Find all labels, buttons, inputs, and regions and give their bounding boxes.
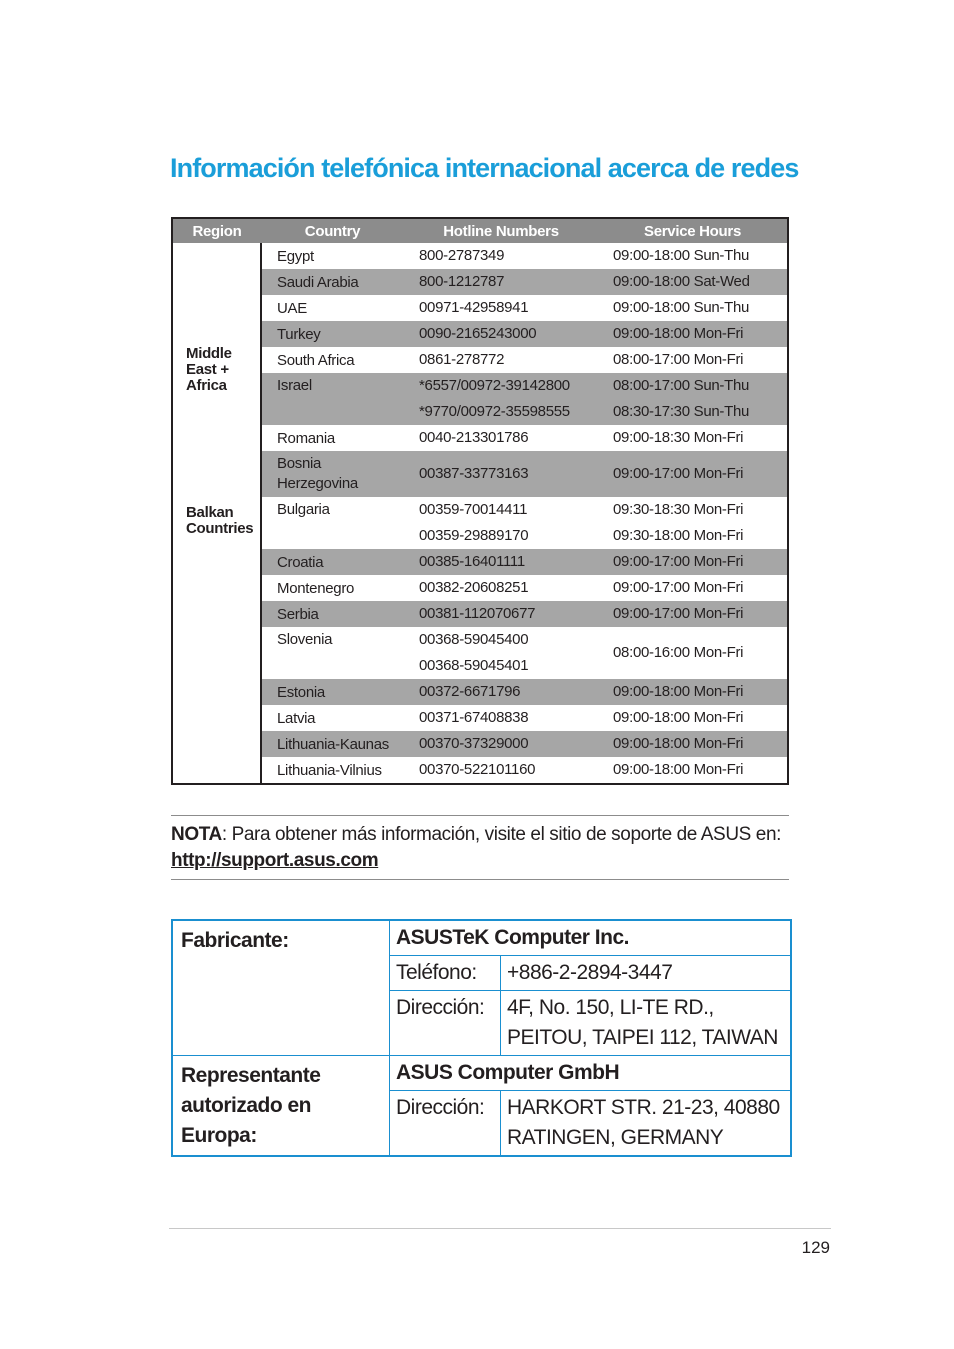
service-hours-cell (598, 295, 788, 321)
hotline-cell (404, 373, 598, 425)
hotline-number: 00971-42958941 (419, 299, 529, 316)
table-row (172, 601, 788, 627)
country-cell: Latvia (277, 709, 316, 727)
service-hours-cell (598, 373, 788, 425)
hotline-number: 00387-33773163 (419, 465, 529, 482)
table-row (172, 373, 788, 425)
service-hours-cell (598, 731, 788, 757)
header-hotline-numbers: Hotline Numbers (404, 218, 598, 243)
manufacturer-table (171, 919, 792, 1157)
hotline-cell (404, 295, 598, 321)
service-hours-cell (598, 627, 788, 679)
hotline-table-header (172, 218, 788, 243)
phone-value: +886-2-2894-3447 (501, 956, 792, 991)
service-hours: 09:00-17:00 Mon-Fri (613, 553, 744, 570)
service-hours: 09:00-17:00 Mon-Fri (613, 605, 744, 622)
hotline-number: 00372-6671796 (419, 683, 521, 700)
country-cell: UAE (277, 299, 307, 317)
country-cell: Lithuania-Kaunas (261, 731, 404, 757)
hotline-cell (404, 425, 598, 451)
footer-rule (169, 1228, 831, 1229)
hotline-cell (404, 451, 598, 497)
service-hours: 09:00-18:00 Sun-Thu (613, 247, 750, 264)
note-text: : Para obtener más información, visite el sitio de soporte de ASUS en: (221, 824, 782, 845)
header-service-hours: Service Hours (598, 218, 788, 243)
hotline-table-body (172, 243, 788, 784)
service-hours: 09:00-18:00 Mon-Fri (613, 735, 744, 752)
hotline-number: 00370-522101160 (419, 761, 536, 778)
hotline-number: 00370-37329000 (419, 735, 529, 752)
hotline-number: 0040-213301786 (419, 429, 529, 446)
country-cell: Estonia (261, 679, 404, 705)
hotline-table (171, 217, 789, 785)
service-hours-cell (598, 497, 788, 549)
hotline-number: 00359-70014411 (419, 501, 528, 518)
table-row (172, 679, 788, 705)
hotline-cell (404, 627, 598, 679)
service-hours-cell (598, 425, 788, 451)
hotline-cell (404, 269, 598, 295)
service-hours-cell (598, 269, 788, 295)
hotline-cell (404, 243, 598, 269)
table-row (172, 451, 788, 497)
hotline-number: 00359-29889170 (419, 527, 529, 544)
hotline-cell (404, 347, 598, 373)
table-row (172, 731, 788, 757)
service-hours: 08:00-16:00 Mon-Fri (613, 644, 744, 661)
country-cell: Lithuania-Vilnius (277, 761, 382, 779)
country-cell: Romania (277, 429, 335, 447)
country-cell: Saudi Arabia (261, 269, 404, 295)
country-cell: Serbia (261, 601, 404, 627)
service-hours: 09:00-18:00 Sun-Thu (613, 299, 750, 316)
table-row (172, 757, 788, 784)
note-top-rule (171, 815, 789, 816)
service-hours: 08:30-17:30 Sun-Thu (613, 403, 750, 420)
table-row (172, 321, 788, 347)
table-row (172, 497, 788, 549)
support-link[interactable]: http://support.asus.com (171, 850, 379, 871)
country-cell: Turkey (261, 321, 404, 347)
note (171, 822, 791, 874)
service-hours: 09:00-18:30 Mon-Fri (613, 429, 744, 446)
manufacturer-label: Fabricante: (172, 920, 390, 1056)
hotline-number: 00368-59045400 (419, 631, 529, 648)
hotline-cell (404, 575, 598, 601)
representative-address-label: Dirección: (390, 1091, 501, 1157)
table-row (172, 269, 788, 295)
service-hours-cell (598, 243, 788, 269)
country-cell: Montenegro (277, 579, 355, 597)
service-hours-cell (598, 705, 788, 731)
table-row (172, 347, 788, 373)
note-bottom-rule (171, 879, 789, 880)
hotline-number: 00381-112070677 (419, 605, 536, 622)
hotline-cell (404, 731, 598, 757)
representative-address-value: HARKORT STR. 21-23, 40880 RATINGEN, GERMANY (501, 1091, 792, 1157)
hotline-cell (404, 679, 598, 705)
hotline-number: 0090-2165243000 (419, 325, 537, 342)
hotline-number: 00382-20608251 (419, 579, 529, 596)
country-cell: Bosnia Herzegovina (261, 451, 404, 497)
table-row (172, 295, 788, 321)
table-row (172, 705, 788, 731)
table-row (172, 575, 788, 601)
service-hours-cell (598, 601, 788, 627)
hotline-number: 800-2787349 (419, 247, 505, 264)
hotline-cell (404, 321, 598, 347)
hotline-cell (404, 601, 598, 627)
note-label: NOTA (171, 824, 222, 845)
table-row (172, 243, 788, 269)
address-label: Dirección: (390, 991, 501, 1056)
header-region: Region (172, 218, 261, 243)
hotline-number: *9770/00972-35598555 (419, 403, 570, 420)
service-hours: 09:00-17:00 Mon-Fri (613, 465, 744, 482)
hotline-number: 800-1212787 (419, 273, 505, 290)
service-hours: 09:00-17:00 Mon-Fri (613, 579, 744, 596)
hotline-number: *6557/00972-39142800 (419, 377, 570, 394)
hotline-number: 00371-67408838 (419, 709, 529, 726)
country-cell: South Africa (277, 351, 355, 369)
manufacturer-company: ASUSTeK Computer Inc. (390, 920, 792, 956)
hotline-number: 00385-16401111 (419, 553, 525, 570)
country-cell: Israel (261, 373, 404, 425)
service-hours: 09:00-18:00 Mon-Fri (613, 761, 744, 778)
country-cell: Croatia (261, 549, 404, 575)
service-hours: 08:00-17:00 Mon-Fri (613, 351, 744, 368)
region-cell: Middle East + Africa (172, 243, 261, 497)
service-hours: 08:00-17:00 Sun-Thu (613, 377, 750, 394)
hotline-cell (404, 549, 598, 575)
service-hours-cell (598, 451, 788, 497)
table-row (172, 627, 788, 679)
representative-label: Representante autorizado en Europa: (172, 1056, 390, 1157)
phone-label: Teléfono: (390, 956, 501, 991)
region-cell: Balkan Countries (172, 497, 261, 784)
country-cell: Slovenia (277, 631, 333, 648)
service-hours-cell (598, 575, 788, 601)
service-hours: 09:00-18:00 Mon-Fri (613, 709, 744, 726)
country-cell: Bulgaria (277, 501, 330, 518)
hotline-cell (404, 705, 598, 731)
address-value: 4F, No. 150, LI-TE RD., PEITOU, TAIPEI 112, TAIWAN (501, 991, 792, 1056)
service-hours-cell (598, 347, 788, 373)
hotline-cell (404, 497, 598, 549)
header-country: Country (261, 218, 404, 243)
service-hours: 09:00-18:00 Mon-Fri (613, 325, 744, 342)
table-row (172, 549, 788, 575)
representative-company-row (172, 1056, 791, 1091)
service-hours-cell (598, 321, 788, 347)
service-hours: 09:30-18:30 Mon-Fri (613, 501, 744, 518)
service-hours-cell (598, 757, 788, 784)
page-title: Información telefónica internacional acerca de redes (170, 153, 799, 183)
hotline-number: 0861-278772 (419, 351, 505, 368)
service-hours: 09:00-18:00 Mon-Fri (613, 683, 744, 700)
service-hours: 09:00-18:00 Sat-Wed (613, 273, 750, 290)
country-cell: Egypt (277, 247, 314, 265)
table-row (172, 425, 788, 451)
page-number: 129 (801, 1238, 830, 1257)
manufacturer-company-row (172, 920, 791, 956)
representative-company: ASUS Computer GmbH (390, 1056, 792, 1091)
hotline-cell (404, 757, 598, 784)
service-hours-cell (598, 679, 788, 705)
service-hours: 09:30-18:00 Mon-Fri (613, 527, 744, 544)
service-hours-cell (598, 549, 788, 575)
hotline-number: 00368-59045401 (419, 657, 529, 674)
